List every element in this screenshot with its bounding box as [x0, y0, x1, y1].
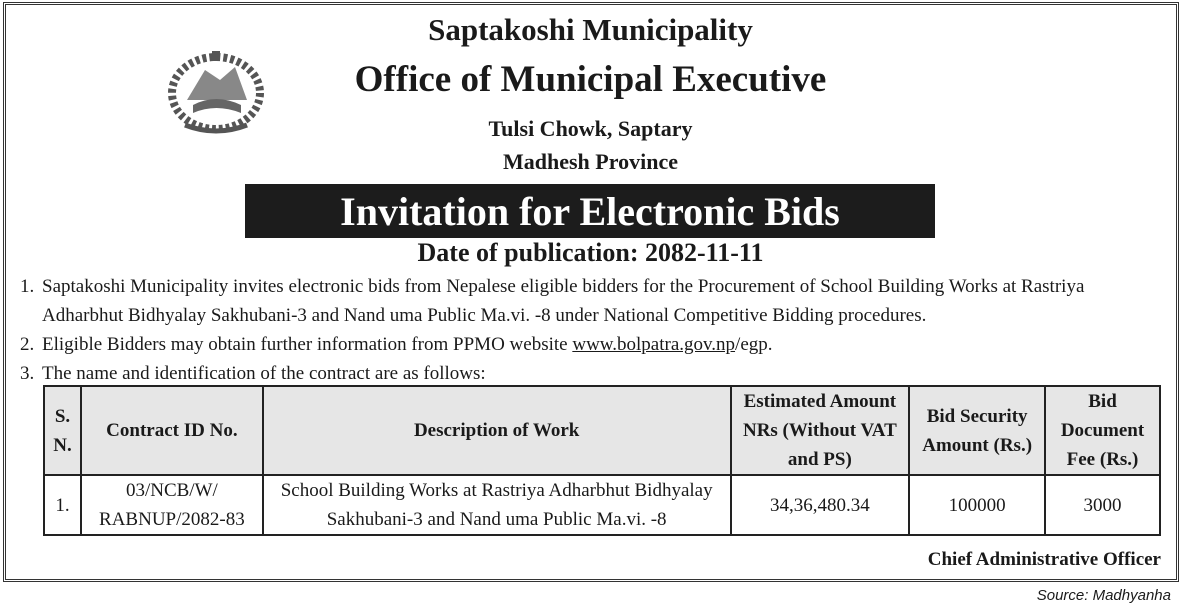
source-credit: Source: Madhyanha [1036, 587, 1171, 604]
col-header-estimated-amount: Estimated Amount NRs (Without VAT and PS) [731, 386, 910, 475]
list-item [20, 272, 1165, 330]
col-header-sn: S. N. [44, 386, 81, 475]
table-row [44, 475, 1160, 535]
list-item [20, 359, 1165, 388]
ppmo-website-link[interactable]: www.bolpatra.gov.np [572, 334, 736, 355]
item-number: 2. [20, 334, 35, 355]
contract-table [43, 385, 1161, 536]
cell-document-fee: 3000 [1045, 475, 1160, 535]
province: Madhesh Province [503, 149, 678, 174]
col-header-description: Description of Work [263, 386, 731, 475]
signatory: Chief Administrative Officer [927, 549, 1161, 570]
item-number: 3. [20, 363, 35, 384]
item-text: The name and identification of the contract are as follows: [42, 363, 486, 384]
office-name: Office of Municipal Executive [354, 59, 827, 100]
item-number: 1. [20, 276, 35, 297]
cell-contract-id: 03/NCB/W/ RABNUP/2082-83 [81, 475, 263, 535]
cell-sn: 1. [44, 475, 81, 535]
col-header-bid-security: Bid Security Amount (Rs.) [909, 386, 1045, 475]
notice-items [20, 272, 1165, 388]
item-text: Saptakoshi Municipality invites electronic bids from Nepalese eligible bidders for the Procurement of School Building Works at Rastriya Adharbhut Bidhyalay Sakhubani-3 and Nand uma Public Ma.vi. -8 under National Competitive Bidding procedures. [42, 276, 1085, 326]
cell-description: School Building Works at Rastriya Adharbhut Bidhyalay Sakhubani-3 and Nand uma Public Ma.vi. -8 [263, 475, 731, 535]
table-header-row [44, 386, 1160, 475]
col-header-contract-id: Contract ID No. [81, 386, 263, 475]
cell-bid-security: 100000 [909, 475, 1045, 535]
municipality-name: Saptakoshi Municipality [428, 12, 753, 47]
item-text-part: Eligible Bidders may obtain further information from PPMO website [42, 334, 573, 355]
item-text-part: /egp. [735, 334, 773, 355]
address: Tulsi Chowk, Saptary [488, 116, 693, 141]
notice-title-banner: Invitation for Electronic Bids [245, 184, 935, 238]
publication-date: Date of publication: 2082-11-11 [417, 238, 764, 267]
col-header-document-fee: Bid Document Fee (Rs.) [1045, 386, 1160, 475]
cell-estimated-amount: 34,36,480.34 [731, 475, 910, 535]
item-text [42, 330, 773, 359]
list-item [20, 330, 1165, 359]
